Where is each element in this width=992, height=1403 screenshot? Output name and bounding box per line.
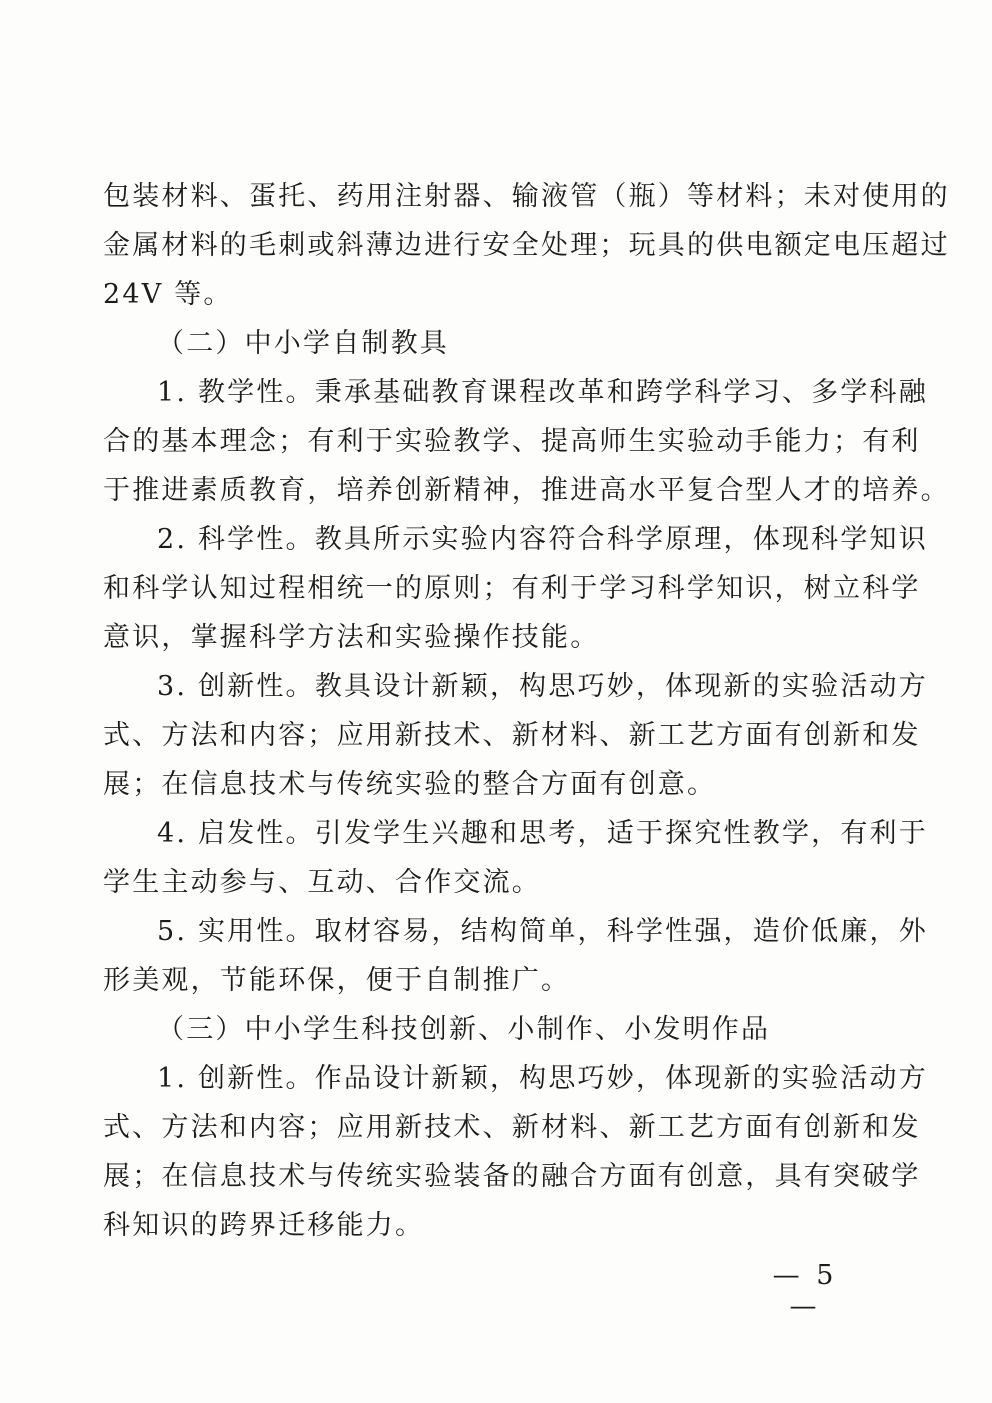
text-line: 展；在信息技术与传统实验装备的融合方面有创意，具有突破学 <box>103 1161 921 1192</box>
section-heading-2: （二）中小学自制教具 <box>157 328 449 359</box>
document-body <box>103 172 950 1250</box>
text-line: 展；在信息技术与传统实验的整合方面有创意。 <box>103 769 717 800</box>
text-line: 24V 等。 <box>103 279 233 310</box>
section2-item-4 <box>103 809 928 907</box>
section3-item-1 <box>103 1054 928 1250</box>
text-line: 学生主动参与、互动、合作交流。 <box>103 867 541 898</box>
text-line: 2. 科学性。教具所示实验内容符合科学原理，体现科学知识 <box>157 524 928 555</box>
text-line: 合的基本理念；有利于实验教学、提高师生实验动手能力；有利 <box>103 426 921 457</box>
text-line: 5. 实用性。取材容易，结构简单，科学性强，造价低廉，外 <box>157 916 928 947</box>
section2-item-2 <box>103 515 928 662</box>
paragraph-materials <box>103 172 950 319</box>
text-line: 包装材料、蛋托、药用注射器、输液管（瓶）等材料；未对使用的 <box>103 181 950 212</box>
text-line: 3. 创新性。教具设计新颖，构思巧妙，体现新的实验活动方 <box>157 671 928 702</box>
text-line: 1. 创新性。作品设计新颖，构思巧妙，体现新的实验活动方 <box>157 1063 928 1094</box>
text-line: 金属材料的毛刺或斜薄边进行安全处理；玩具的供电额定电压超过 <box>103 230 950 261</box>
page-number: — 5 — <box>772 1260 838 1322</box>
text-line: 式、方法和内容；应用新技术、新材料、新工艺方面有创新和发 <box>103 1112 921 1143</box>
section-heading-3: （三）中小学生科技创新、小制作、小发明作品 <box>157 1014 771 1045</box>
text-line: 4. 启发性。引发学生兴趣和思考，适于探究性教学，有利于 <box>157 818 928 849</box>
text-line: 于推进素质教育，培养创新精神，推进高水平复合型人才的培养。 <box>103 475 950 506</box>
text-line: 和科学认知过程相统一的原则；有利于学习科学知识，树立科学 <box>103 573 921 604</box>
section2-item-5 <box>103 907 928 1005</box>
text-line: 1. 教学性。秉承基础教育课程改革和跨学科学习、多学科融 <box>157 377 928 408</box>
text-line: 科知识的跨界迁移能力。 <box>103 1210 425 1241</box>
text-line: 形美观，节能环保，便于自制推广。 <box>103 965 571 996</box>
text-line: 式、方法和内容；应用新技术、新材料、新工艺方面有创新和发 <box>103 720 921 751</box>
section2-item-3 <box>103 662 928 809</box>
section2-item-1 <box>103 368 950 515</box>
text-line: 意识，掌握科学方法和实验操作技能。 <box>103 622 600 653</box>
